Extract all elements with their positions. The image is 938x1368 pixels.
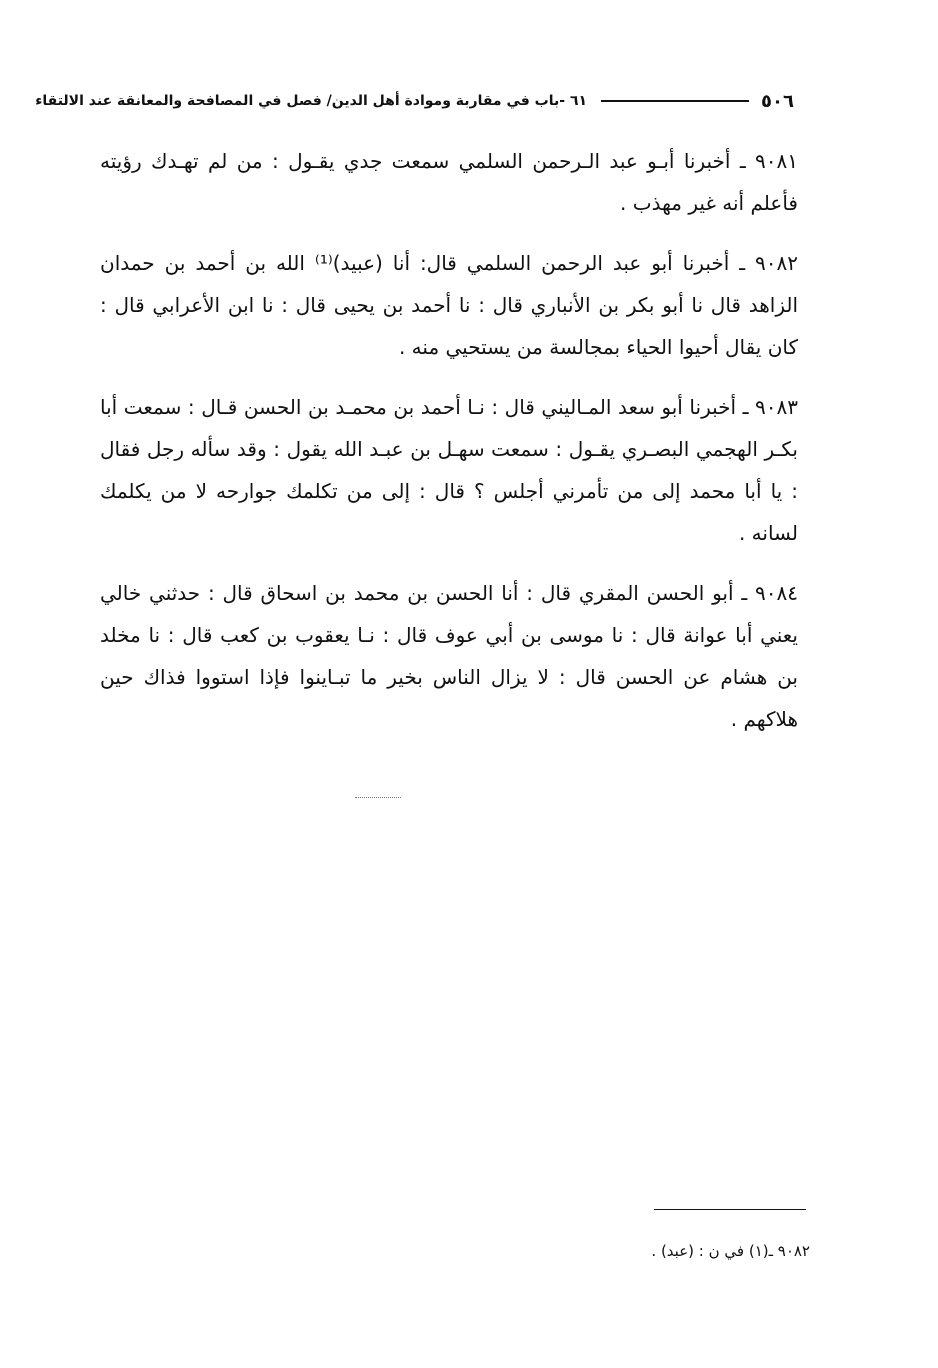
footnote-rule <box>654 1209 806 1210</box>
running-title: ٦١ -باب في مقاربة وموادة أهل الدين/ فصل في المصافحة والمعانقة عند الالتقاء <box>35 93 588 109</box>
end-separator <box>355 797 401 798</box>
footnote: ٩٠٨٢ ـ(١) في ن : (عبد) . <box>651 1242 810 1260</box>
page-header <box>35 86 794 116</box>
page-number: ٥٠٦ <box>761 90 794 112</box>
hadith-paragraph: ٩٠٨٣ ـ أخبرنا أبو سعد المـاليني قال : نـا أحمد بن محمـد بن الحسن قـال : سمعت أبا بكـر الهجمي البصـري يقـول : سمعت سهـل بن عبـد الله يقول : وقد سأله رجل فقال : يا أبا محمد إلى من تأمرني أجلس ؟ قال : إلى من تكلمك جوارحه لا من يكلمك لسانه . <box>100 395 798 545</box>
hadith-paragraph: ٩٠٨٤ ـ أبو الحسن المقري قال : أنا الحسن بن محمد بن اسحاق قال : حدثني خالي يعني أبا عوانة قال : نا موسى بن أبي عوف قال : نـا يعقوب بن كعب قال : نا مخلد بن هشام عن الحسن قال : لا يزال الناس بخير ما تبـاينوا فإذا استووا فذاك حين هلاكهم . <box>100 581 798 731</box>
main-text <box>100 140 798 758</box>
hadith-paragraph: ٩٠٨٢ ـ أخبرنا أبو عبد الرحمن السلمي قال: أنا (عبيد)⁽¹⁾ الله بن أحمد بن حمدان الزاهد قال نا أبو بكر بن الأنباري قال : نا أحمد بن يحيى قال : نا ابن الأعرابي قال : كان يقال أحيوا الحياء بمجالسة من يستحيي منه . <box>100 251 798 359</box>
hadith-paragraph: ٩٠٨١ ـ أخبرنا أبـو عبد الـرحمن السلمي سمعت جدي يقـول : من لم تهـدك رؤيته فأعلم أنه غير مهذب . <box>100 149 798 215</box>
header-rule <box>601 100 749 102</box>
